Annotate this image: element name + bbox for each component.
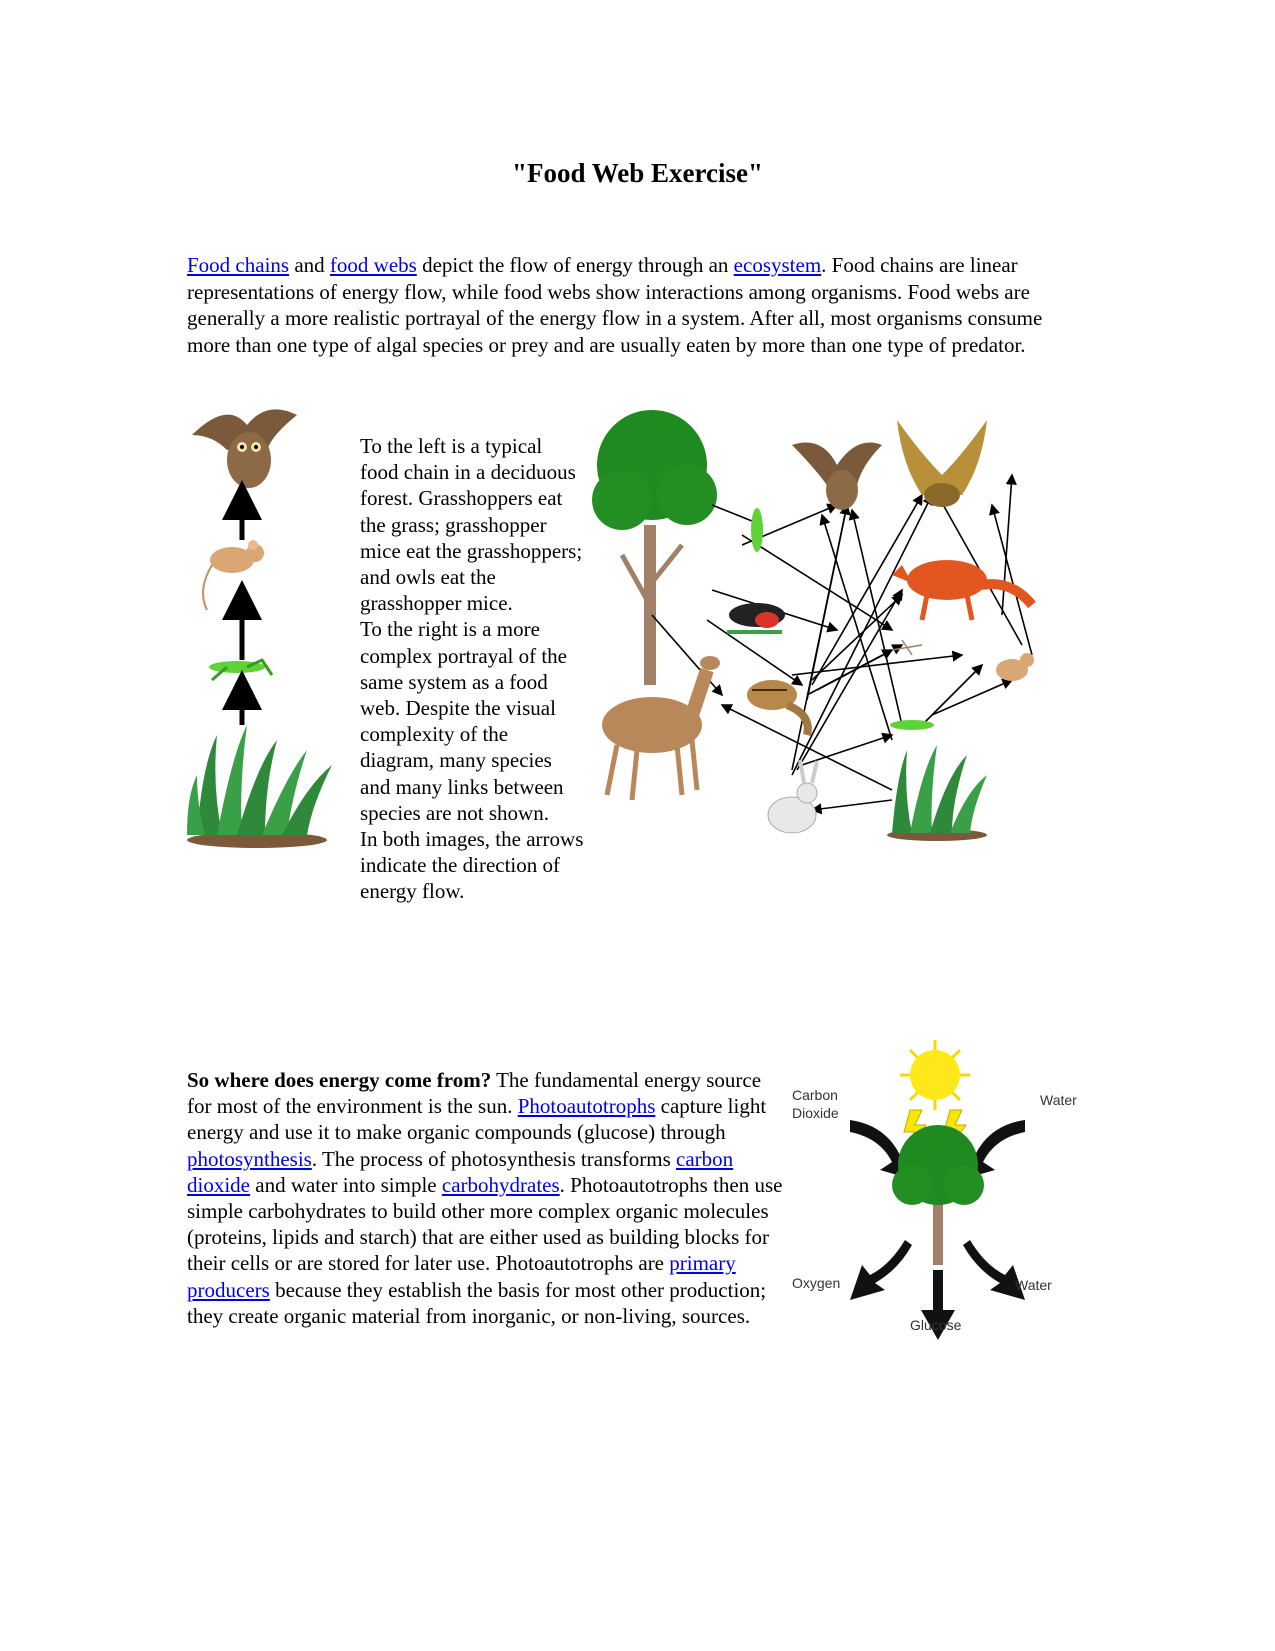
energy-paragraph	[187, 1067, 787, 1329]
link-photosynthesis[interactable]: photosynthesis	[187, 1146, 312, 1171]
link-food-webs[interactable]: food webs	[329, 253, 417, 277]
label-water-out: Water	[1015, 1277, 1052, 1293]
grass-icon	[887, 745, 987, 841]
food-web-figure	[592, 405, 1092, 885]
label-dioxide: Dioxide	[792, 1105, 839, 1121]
photosynthesis-figure	[790, 1040, 1090, 1405]
food-chain-description	[360, 433, 585, 905]
label-carbon: Carbon	[792, 1087, 838, 1103]
intro-text-2: depict the flow of energy through an	[416, 253, 734, 277]
intro-text-3: . Food chains are linear representations of energy flow, while food webs show interactions among organisms. Food webs are generally a more realistic portrayal of the energy flow in a system. After all, most organisms consume more than one type of algal species or prey and are usually eaten by more than one type of predator.	[187, 253, 1043, 357]
intro-paragraph	[187, 252, 1087, 358]
food-chain-figure	[187, 405, 347, 885]
energy-text-4: and water into simple	[250, 1172, 442, 1197]
grasshopper-icon	[890, 720, 934, 730]
link-ecosystem[interactable]: ecosystem	[733, 253, 822, 277]
owl-icon	[192, 409, 297, 488]
tree-icon	[592, 410, 717, 685]
oxygen-arrow-icon	[850, 1240, 912, 1300]
energy-text-6: because they establish the basis for most other production; they create organic material from inorganic, or non-living, sources.	[187, 1277, 767, 1328]
energy-text-2: capture light energy and use it to make organic compounds (glucose) through	[187, 1094, 767, 1145]
fox-icon	[892, 560, 1032, 620]
intro-text-1: and	[289, 253, 330, 277]
chain-text-p3: In both images, the arrows indicate the direction of energy flow.	[360, 827, 584, 904]
chain-text-p1: To the left is a typical food chain in a deciduous forest. Grasshoppers eat the grass; grasshopper mice eat the grasshoppers; and owls eat the grasshopper mice.	[360, 434, 583, 616]
mouse-icon	[203, 540, 264, 610]
grass-icon	[187, 725, 332, 848]
grasshopper-icon	[209, 660, 272, 680]
link-primary-producers[interactable]: primary producers	[187, 1251, 736, 1302]
label-glucose: Glucose	[910, 1317, 962, 1333]
energy-text-5: . Photoautotrophs then use simple carbohydrates to build other more complex organic molecules (proteins, lipids and starch) that are either used as building blocks for their cells or are stored for later use. Photoautotrophs are	[187, 1172, 783, 1276]
chipmunk-icon	[747, 680, 808, 735]
owl-icon	[792, 443, 882, 511]
chain-text-p2: To the right is a more complex portrayal of the same system as a food web. Despite the visual complexity of the diagram, many species and many links between species are not shown.	[360, 617, 568, 825]
grasshopper-icon	[751, 508, 763, 552]
mouse-icon	[996, 653, 1034, 681]
link-food-chains[interactable]: Food chains	[187, 253, 290, 277]
link-carbon-dioxide[interactable]: carbon dioxide	[187, 1146, 734, 1197]
rabbit-icon	[768, 760, 817, 833]
energy-text-1: The fundamental energy source for most of the environment is the sun.	[187, 1068, 762, 1119]
label-oxygen: Oxygen	[792, 1275, 841, 1291]
hawk-icon	[897, 420, 987, 507]
page-title: "Food Web Exercise"	[512, 158, 763, 188]
sun-icon	[900, 1040, 970, 1110]
deer-icon	[602, 656, 720, 800]
energy-question: So where does energy come from?	[187, 1068, 492, 1092]
energy-text-3: . The process of photosynthesis transforms	[311, 1146, 676, 1171]
label-water-in: Water	[1040, 1092, 1077, 1108]
link-photoautotrophs[interactable]: Photoautotrophs	[517, 1094, 656, 1119]
link-carbohydrates[interactable]: carbohydrates	[441, 1172, 560, 1197]
bird-icon	[727, 603, 785, 634]
